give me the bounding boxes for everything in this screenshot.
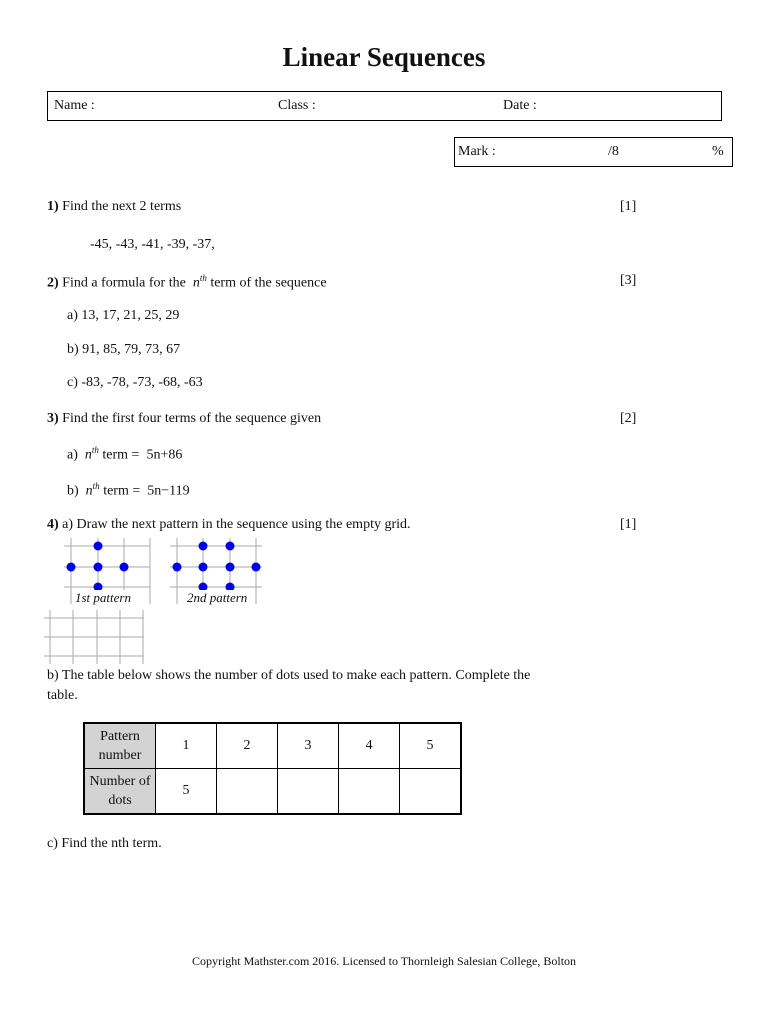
question-4b-text-cont: table. — [47, 688, 78, 703]
dots-table — [83, 722, 462, 815]
name-field[interactable]: Name : — [54, 98, 95, 113]
mark-total: /8 — [608, 144, 619, 159]
question-2-marks: [3] — [620, 273, 637, 288]
answer-cell[interactable] — [400, 769, 462, 815]
question-4-marks: [1] — [620, 517, 637, 532]
part-label: a) — [67, 447, 78, 463]
part-label: b) — [67, 483, 79, 499]
footer-copyright: Copyright Mathster.com 2016. Licensed to Thornleigh Salesian College, Bolton — [191, 954, 577, 968]
mark-label: Mark : — [458, 144, 496, 159]
answer-cell[interactable] — [278, 769, 339, 815]
empty-grid[interactable] — [44, 610, 144, 664]
question-text: Find a formula for the — [62, 275, 186, 291]
table-row — [84, 723, 461, 769]
question-1-sequence: -45, -43, -41, -39, -37, — [90, 237, 215, 252]
question-text: Find the next 2 terms — [62, 199, 182, 214]
question-text: Find the first four terms of the sequence given — [62, 411, 322, 426]
percent-sign: % — [712, 144, 724, 159]
question-4c-text: c) Find the nth term. — [47, 836, 162, 851]
formula: 5n+86 — [146, 447, 183, 463]
pattern-1-label: 1st pattern — [75, 590, 131, 605]
date-field[interactable]: Date : — [503, 98, 537, 113]
header-line: dots — [108, 793, 132, 808]
question-2-part-c: c) -83, -78, -73, -68, -63 — [67, 375, 203, 390]
table-cell: 4 — [339, 723, 400, 769]
header-line: Number of — [89, 774, 151, 789]
table-cell: 2 — [217, 723, 278, 769]
table-cell: 3 — [278, 723, 339, 769]
n-symbol: n — [85, 483, 93, 499]
question-text-rest: term of the sequence — [210, 275, 327, 291]
term-word: term = — [102, 447, 140, 463]
question-number: 4) — [47, 517, 59, 532]
question-3-marks: [2] — [620, 411, 637, 426]
question-1-marks: [1] — [620, 199, 637, 214]
answer-cell[interactable] — [339, 769, 400, 815]
pattern-2-label: 2nd pattern — [187, 590, 248, 605]
question-number: 1) — [47, 199, 59, 214]
header-line: Pattern — [100, 729, 140, 744]
number-of-dots-header — [84, 769, 156, 815]
question-number: 3) — [47, 411, 59, 426]
th-superscript: th — [91, 445, 99, 455]
class-field[interactable]: Class : — [278, 98, 316, 113]
page-title: Linear Sequences — [282, 42, 486, 72]
table-cell: 5 — [400, 723, 462, 769]
th-superscript: th — [92, 481, 100, 491]
question-2-part-b: b) 91, 85, 79, 73, 67 — [67, 342, 181, 357]
question-4b-text: b) The table below shows the number of dots used to make each pattern. Complete the — [47, 668, 531, 683]
term-word: term = — [103, 483, 141, 499]
answer-cell[interactable] — [217, 769, 278, 815]
formula: 5n−119 — [147, 483, 190, 499]
question-number: 2) — [47, 275, 59, 291]
question-2-part-a: a) 13, 17, 21, 25, 29 — [67, 308, 180, 323]
n-symbol: n — [192, 275, 200, 291]
question-text: a) Draw the next pattern in the sequence using the empty grid. — [62, 517, 411, 532]
table-cell: 5 — [156, 769, 217, 815]
table-row — [84, 769, 461, 815]
table-cell: 1 — [156, 723, 217, 769]
th-superscript: th — [199, 273, 207, 283]
pattern-number-header — [84, 723, 156, 769]
n-symbol: n — [84, 447, 92, 463]
header-line: number — [98, 748, 142, 763]
